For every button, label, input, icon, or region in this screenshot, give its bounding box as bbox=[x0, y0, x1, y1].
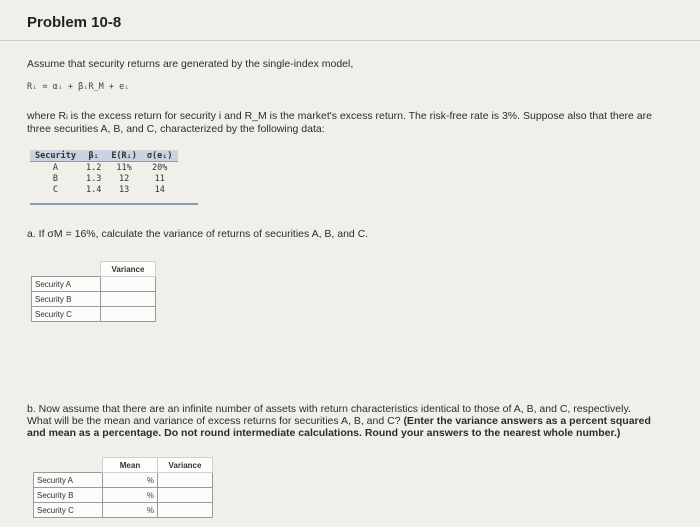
row-label: Security A bbox=[32, 277, 101, 292]
table-row bbox=[30, 173, 178, 184]
variance-input-b[interactable] bbox=[101, 292, 156, 307]
security-data-table bbox=[30, 150, 178, 195]
problem-title: Problem 10-8 bbox=[27, 14, 122, 31]
cell: 12 bbox=[118, 173, 130, 184]
where-text-line2: three securities A, B, and C, characterized by the following data: bbox=[27, 123, 325, 135]
variance-input-b[interactable] bbox=[158, 488, 213, 503]
percent-sign: % bbox=[146, 475, 154, 485]
intro-text: Assume that security returns are generated by the single-index model, bbox=[27, 58, 354, 70]
title-divider bbox=[0, 40, 700, 41]
cell: C bbox=[52, 184, 59, 195]
cell: 1.3 bbox=[85, 173, 102, 184]
cell: A bbox=[52, 162, 59, 173]
part-b-question-line1: b. Now assume that there are an infinite number of assets with return characteristics identical to those of A, B, and C, respectively. bbox=[27, 403, 631, 415]
row-label: Security C bbox=[34, 503, 103, 518]
header-beta: βᵢ bbox=[81, 150, 106, 162]
variance-input-c[interactable] bbox=[101, 307, 156, 322]
part-a-question: a. If σM = 16%, calculate the variance of returns of securities A, B, and C. bbox=[27, 228, 369, 240]
cell: 1.2 bbox=[85, 162, 102, 173]
part-b-instruction-line3: and mean as a percentage. Do not round intermediate calculations. Round your answers to the nearest whole number.) bbox=[27, 427, 621, 439]
table-row bbox=[30, 184, 178, 195]
cell: 20% bbox=[152, 162, 168, 173]
row-label: Security C bbox=[32, 307, 101, 322]
variance-input-a[interactable] bbox=[101, 277, 156, 292]
single-index-formula: Rᵢ = αᵢ + βᵢR_M + eᵢ bbox=[27, 82, 130, 92]
part-b-question-text: What will be the mean and variance of excess returns for securities A, B, and C? bbox=[27, 415, 401, 427]
variance-header: Variance bbox=[101, 262, 156, 277]
cell: 14 bbox=[154, 184, 165, 195]
mean-input-a[interactable] bbox=[103, 473, 158, 488]
table-row bbox=[32, 277, 156, 292]
blank-header bbox=[32, 262, 101, 277]
mean-input-b[interactable] bbox=[103, 488, 158, 503]
blank-header bbox=[34, 458, 103, 473]
table-row bbox=[30, 162, 178, 174]
mean-header: Mean bbox=[103, 458, 158, 473]
cell: 13 bbox=[118, 184, 130, 195]
header-security: Security bbox=[30, 150, 81, 162]
table-bottom-rule bbox=[30, 203, 198, 205]
table-row bbox=[34, 488, 213, 503]
table-row bbox=[32, 307, 156, 322]
header-expected-return: E(Rᵢ) bbox=[106, 150, 142, 162]
table-row bbox=[34, 503, 213, 518]
row-label: Security A bbox=[34, 473, 103, 488]
table-row bbox=[32, 292, 156, 307]
variance-input-c[interactable] bbox=[158, 503, 213, 518]
header-residual-sd: σ(eᵢ) bbox=[142, 150, 178, 162]
percent-sign: % bbox=[146, 490, 154, 500]
cell: B bbox=[52, 173, 59, 184]
mean-input-c[interactable] bbox=[103, 503, 158, 518]
cell: 1.4 bbox=[85, 184, 102, 195]
cell: 11 bbox=[154, 173, 165, 184]
part-a-answer-table bbox=[31, 261, 156, 322]
part-b-answer-table bbox=[33, 457, 213, 518]
row-label: Security B bbox=[32, 292, 101, 307]
part-b-instruction: (Enter the variance answers as a percent squared bbox=[403, 415, 651, 427]
where-text-line1: where Rᵢ is the excess return for security i and R_M is the market's excess return. The risk-free rate is 3%. Suppose also that there are bbox=[27, 110, 652, 122]
table-row bbox=[34, 473, 213, 488]
variance-header: Variance bbox=[158, 458, 213, 473]
percent-sign: % bbox=[146, 505, 154, 515]
security-table-header bbox=[30, 150, 178, 162]
row-label: Security B bbox=[34, 488, 103, 503]
variance-input-a[interactable] bbox=[158, 473, 213, 488]
cell: 11% bbox=[116, 162, 132, 173]
